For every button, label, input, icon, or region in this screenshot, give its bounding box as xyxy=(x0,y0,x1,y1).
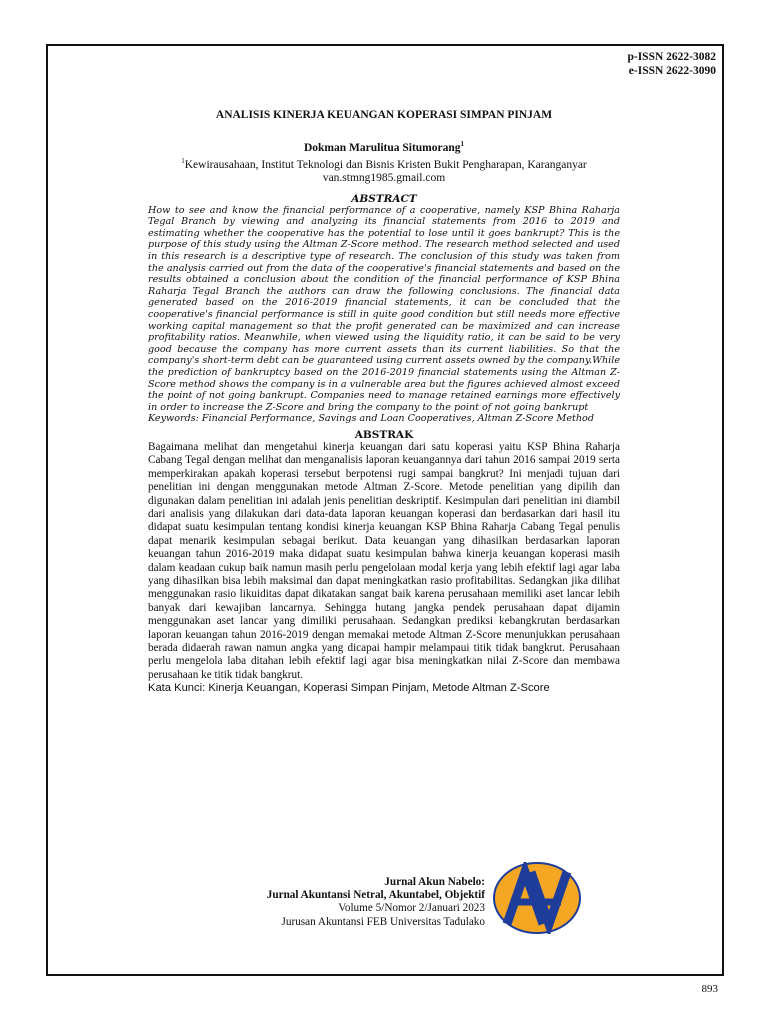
abstract-text-id: Bagaimana melihat dan mengetahui kinerja keuangan dari satu koperasi yaitu KSP Bhina Raharja Cabang Tegal dengan melihat dan menganalisis laporan keuangannya dari tahun 2016 sampai 2019 serta memperkirakan apakah koperasi tersebut berpotensi rugi sampai bangkrut? Ini menjadi tujuan dari penelitian ini dengan menggunakan metode Altman Z-Score. Metode penelitian yang dipilih dan digunakan dalam penelitian ini adalah jenis penelitian deskriptif. Kesimpulan dari penelitian ini diambil dari analisis yang dilakukan dari data-data laporan keuangan koperasi dan berdasarkan dari hasil itu didapat suatu kesimpulan tentang kondisi kinerja keuangan KSP Bhina Raharja Cabang Tegal penulis dapat menarik kesimpulan sebagai berikut. Data keuangan yang dihasilkan berdasarkan laporan keuangan tahun 2016-2019 maka didapat suatu kesimpulan bahwa kinerja keuangan koperasi masih dalam keadaan cukup baik namun masih perlu pengelolaan modal kerja yang lebih efektif lagi agar laba yang dihasilkan bisa lebih maksimal dan dapat meningkatkan rasio profitabilitas. Sedangkan jika dilihat menggunakan rasio likuiditas dapat dikatakan sangat baik karena perusahaan memiliki aset lancar lebih banyak dari kewajiban lancarnya. Sehingga hutang jangka pendek perusahaan dapat dijamin menggunakan aset lancar yang dimiliki perusahaan. Sedangkan prediksi kebangkrutan berdasarkan laporan keuangan tahun 2016-2019 dengan memakai metode Altman Z-Score menunjukkan perusahaan berada didaerah rawan namun angka yang dicapai hampir melampaui titik tidak bangkrut. Perusahaan perlu mengelola laba ditahan lebih efektif lagi agar bisa meningkatkan nilai Z-Score dan membawa perusahaan ke titik tidak bangkrut. xyxy=(148,440,620,681)
keywords-id: Kata Kunci: Kinerja Keuangan, Koperasi Simpan Pinjam, Metode Altman Z-Score xyxy=(148,682,550,695)
abstract-heading-en: ABSTRACT xyxy=(351,192,417,205)
author-email: van.stmng1985.gmail.com xyxy=(322,172,446,185)
keywords-en: Keywords: Financial Performance, Savings and Loan Cooperatives, Altman Z-Score Method xyxy=(148,413,594,425)
affiliation-superscript: 1 xyxy=(181,156,185,165)
page-number: 893 xyxy=(701,983,718,995)
article-header xyxy=(148,108,620,696)
paper-title: ANALISIS KINERJA KEUANGAN KOPERASI SIMPAN PINJAM xyxy=(215,109,553,121)
journal-subtitle: Jurnal Akuntansi Netral, Akuntabel, Objektif xyxy=(266,889,485,902)
journal-name: Jurnal Akun Nabelo: xyxy=(384,876,485,888)
abstract-heading-id: ABSTRAK xyxy=(354,428,414,441)
author-name: Dokman Marulitua Situmorang xyxy=(303,141,461,154)
affiliation-text: Kewirausahaan, Institut Teknologi dan Bisnis Kristen Bukit Pengharapan, Karanganyar xyxy=(184,158,587,171)
author-line xyxy=(148,137,620,155)
p-issn: p-ISSN 2622-3082 xyxy=(627,51,716,63)
abstract-text-en: How to see and know the financial performance of a cooperative, namely KSP Bhina Raharja Tegal Branch by viewing and analyzing its financial statements from 2016 to 2019 and estimating whether the cooperative has the potential to lose until it goes bankrupt? This is the purpose of this study using the Altman Z-Score method. The research method selected and used in this research is a descriptive type of research. The conclusion of this study was taken from the analysis carried out from the data of the cooperative's financial statements and based on the results obtained a conclusion about the condition of the financial performance of KSP Bhina Raharja Tegal Branch the authors can draw the following conclusions. The financial data generated based on the 2016-2019 financial statements, it can be concluded that the cooperative's financial performance is still in quite good condition but still needs more effective working capital management so that the profit generated can be maximized and can increase profitability ratios. Meanwhile, when viewed using the liquidity ratio, it can be said to be very good because the company has more current assets than its current liabilities. So that the company's short-term debt can be guaranteed using current assets owned by the company.While the prediction of bankruptcy based on the 2016-2019 financial statements using the Altman Z-Score method shows the company is in a vulnerable area but the figures achieved almost exceed the point of not going bankrupt. Companies need to manage retained earnings more effectively in order to increase the Z-Score and bring the company to the point of not going bankrupt xyxy=(148,204,620,413)
affiliation xyxy=(148,155,620,172)
author-superscript: 1 xyxy=(460,140,465,148)
journal-logo xyxy=(493,862,581,934)
issn-block xyxy=(627,51,716,78)
e-issn: e-ISSN 2622-3090 xyxy=(628,64,716,77)
journal-department: Jurusan Akuntansi FEB Universitas Tadulako xyxy=(281,915,485,928)
journal-volume: Volume 5/Nomor 2/Januari 2023 xyxy=(338,902,485,915)
journal-info xyxy=(175,876,485,929)
